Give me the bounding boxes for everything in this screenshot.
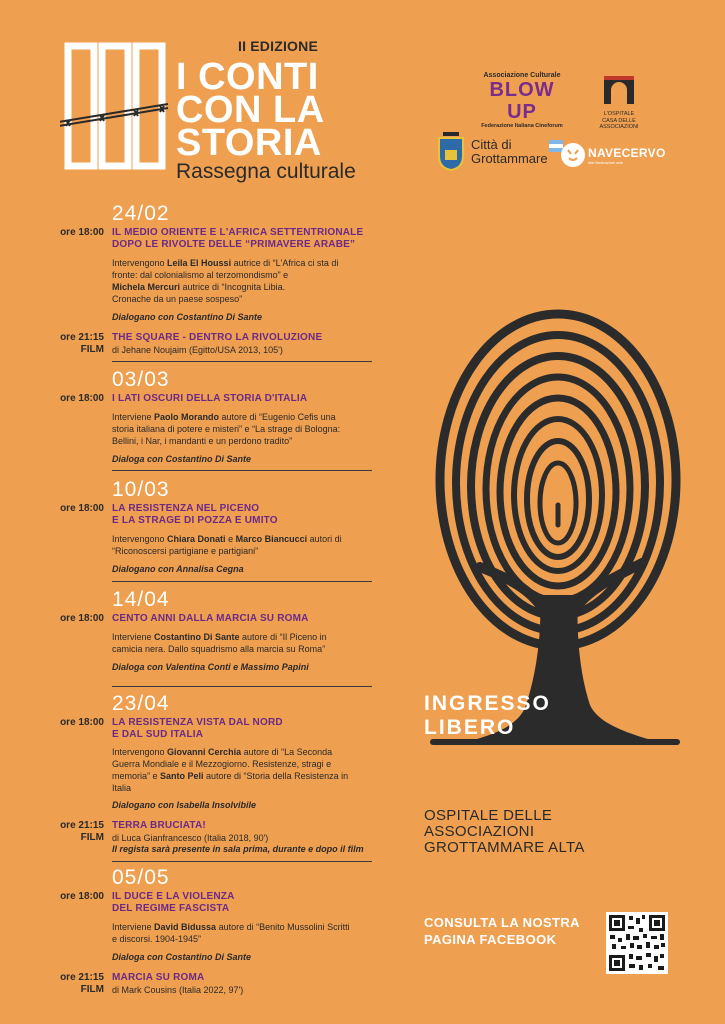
film-credits: di Mark Cousins (Italia 2022, 97') (112, 985, 244, 995)
film-label: FILM (80, 984, 104, 995)
ospitale-logo-line-3: ASSOCIAZIONI (599, 124, 639, 130)
event-time: ore 18:00 (60, 891, 104, 902)
event-description: fronte: dal colonialismo al terzomondismo” e (112, 270, 289, 280)
event-description: camicia nera. Dallo squadrismo alla marcia su Roma” (112, 644, 326, 654)
event-time: ore 18:00 (60, 503, 104, 514)
event-date: 10/03 (112, 478, 170, 501)
event-description: “Riconoscersi partigiane e partigiani” (112, 546, 259, 556)
divider (112, 361, 372, 362)
event-title: IL DUCE E LA VIOLENZA (112, 891, 235, 902)
blowup-logo (472, 72, 572, 130)
event-title: DEL REGIME FASCISTA (112, 903, 230, 914)
film-title: TERRA BRUCIATA! (112, 820, 206, 831)
event-title: I LATI OSCURI DELLA STORIA D'ITALIA (112, 393, 308, 404)
event-description: Italia (112, 783, 132, 793)
ospitale-logo-line-2: CASA DELLE (602, 117, 636, 124)
event-time: ore 18:00 (60, 393, 104, 404)
festival-logo-icon (60, 42, 170, 170)
event-date: 24/02 (112, 202, 170, 225)
page-subtitle: Rassegna culturale (176, 160, 356, 183)
event-description: Cronache da un paese sospeso” (112, 294, 243, 304)
film-title: THE SQUARE - DENTRO LA RIVOLUZIONE (112, 332, 323, 343)
event-description: Guerra Mondiale e il Mezzogiorno. Resistenze, stragi e (112, 759, 332, 769)
page-title-line-2: CON LA (176, 89, 325, 131)
event-date: 23/04 (112, 692, 170, 715)
event-description: memoria” e Santo Peli autore di “Storia della Resistenza in (112, 771, 349, 781)
event-description: Michela Mercuri autrice di “Incognita Libia. (112, 282, 286, 292)
ospitale-arch-icon (602, 74, 636, 106)
citta-line-1: Città di (471, 137, 512, 152)
event-description: Intervengono Leila El Houssi autrice di “L'Africa ci sta di (112, 258, 339, 268)
event-description: storia italiana di potere e misteri” e “La strage di Bologna: (112, 424, 341, 434)
event-moderator: Dialogano con Annalisa Cegna (112, 564, 244, 574)
event-title: IL MEDIO ORIENTE E L'AFRICA SETTENTRIONALE (112, 227, 364, 238)
divider (112, 470, 372, 471)
event-description: Interviene Costantino Di Sante autore di “Il Piceno in (112, 632, 327, 642)
event-description: Intervengono Giovanni Cerchia autore di “La Seconda (112, 747, 333, 757)
ospitale-logo (598, 74, 640, 131)
event-title: CENTO ANNI DALLA MARCIA SU ROMA (112, 613, 309, 624)
event-description: Interviene David Bidussa autore di “Benito Mussolini Scritti (112, 922, 350, 932)
event-description: Bellini, i Nar, i mandanti e un perdono tradito” (112, 436, 293, 446)
event-moderator: Dialogano con Isabella Insolvibile (112, 800, 257, 810)
event-description: Interviene Paolo Morando autore di “Eugenio Cefis una (112, 412, 336, 422)
event-description: Intervengono Chiara Donati e Marco Biancucci autori di (112, 534, 342, 544)
event-moderator: Dialoga con Valentina Conti e Massimo Papini (112, 662, 309, 672)
film-note: Il regista sarà presente in sala prima, durante e dopo il film (112, 844, 364, 854)
blowup-top-text: Associazione Culturale (483, 72, 561, 79)
event-moderator: Dialoga con Costantino Di Sante (112, 454, 252, 464)
event-title: LA RESISTENZA NEL PICENO (112, 503, 260, 514)
event-date: 14/04 (112, 588, 170, 611)
blowup-bottom-text: Federazione Italiana Cineforum (481, 123, 563, 129)
blowup-name: BLOW UP (489, 79, 555, 123)
event-title: E DAL SUD ITALIA (112, 729, 204, 740)
navecervo-name: NAVECERVO (588, 146, 666, 160)
facebook-cta: CONSULTA LA NOSTRA PAGINA FACEBOOK (424, 915, 580, 947)
film-label: FILM (80, 832, 104, 843)
event-time: ore 18:00 (60, 717, 104, 728)
page-title-line-1: I CONTI (176, 56, 319, 98)
film-label: FILM (80, 344, 104, 355)
coat-of-arms-icon (435, 128, 467, 172)
event-title: E LA STRAGE DI POZZA E UMITO (112, 515, 278, 526)
ospitale-logo-line-1: L'OSPITALE (603, 111, 635, 117)
event-time: ore 21:15 (60, 332, 104, 343)
venue-label: OSPITALE DELLE ASSOCIAZIONI GROTTAMMARE ALTA (424, 807, 585, 856)
navecervo-logo (560, 142, 670, 168)
divider (112, 581, 372, 582)
film-title: MARCIA SU ROMA (112, 972, 205, 983)
event-title: DOPO LE RIVOLTE DELLE “PRIMAVERE ARABE” (112, 239, 356, 250)
free-entry-label: INGRESSO LIBERO (424, 692, 551, 739)
film-credits: di Jehane Noujaim (Egitto/USA 2013, 105') (112, 345, 283, 355)
event-moderator: Dialoga con Costantino Di Sante (112, 952, 252, 962)
divider (112, 861, 372, 862)
event-date: 03/03 (112, 368, 170, 391)
edition-label: II EDIZIONE (238, 38, 318, 54)
event-time: ore 18:00 (60, 613, 104, 624)
event-description: e discorsi. 1904-1945” (112, 934, 202, 944)
event-time: ore 21:15 (60, 820, 104, 831)
qr-code-icon[interactable] (606, 912, 668, 974)
navecervo-subtitle: libri illustrazioni arte (588, 160, 624, 165)
page-title-line-3: STORIA (176, 122, 322, 164)
event-date: 05/05 (112, 866, 170, 889)
event-time: ore 21:15 (60, 972, 104, 983)
deer-icon (560, 142, 586, 168)
event-time: ore 18:00 (60, 227, 104, 238)
grottammare-logo (435, 128, 555, 172)
event-title: LA RESISTENZA VISTA DAL NORD (112, 717, 283, 728)
event-moderator: Dialogano con Costantino Di Sante (112, 312, 263, 322)
citta-line-2: Grottammare (471, 151, 548, 166)
film-credits: di Luca Gianfrancesco (Italia 2018, 90') (112, 833, 269, 843)
divider (112, 686, 372, 687)
